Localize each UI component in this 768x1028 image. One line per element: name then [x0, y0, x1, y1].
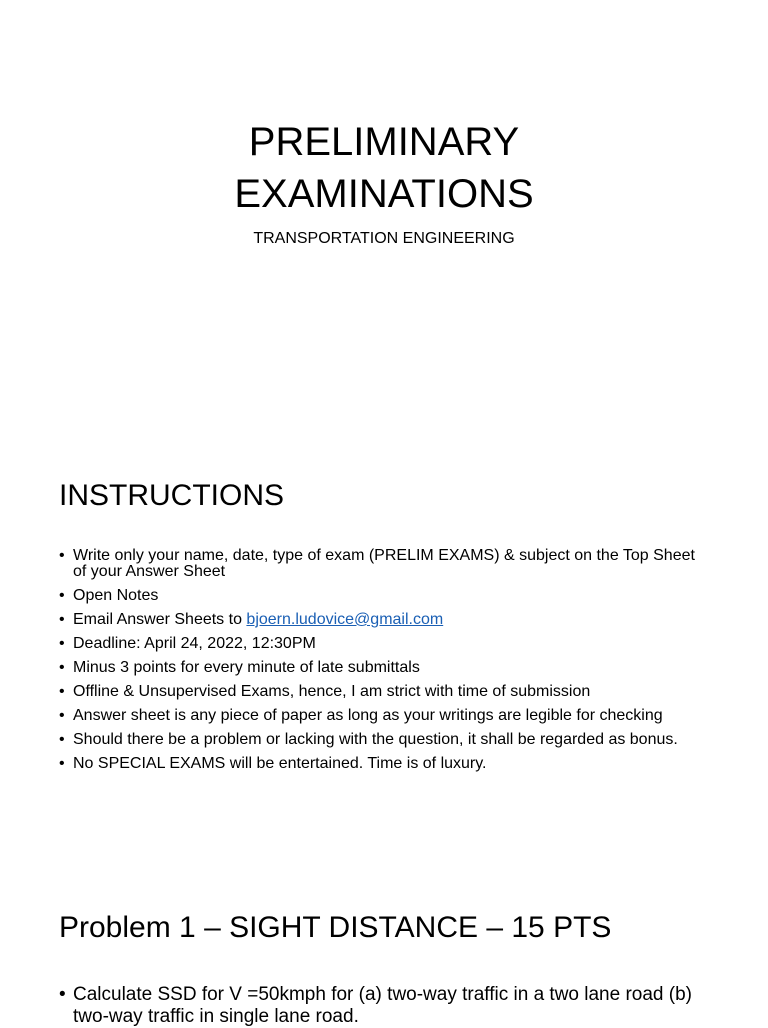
title-line-2: EXAMINATIONS	[234, 172, 534, 216]
instruction-item-email	[59, 612, 709, 628]
instruction-item: • Minus 3 points for every minute of late submittals	[59, 660, 709, 676]
instructions-heading: INSTRUCTIONS	[59, 479, 284, 512]
instruction-item: • Answer sheet is any piece of paper as long as your writings are legible for checking	[59, 708, 709, 724]
page-title	[0, 116, 768, 220]
problem-1-heading: Problem 1 – SIGHT DISTANCE – 15 PTS	[59, 911, 612, 944]
title-line-1: PRELIMINARY	[248, 120, 520, 164]
problem-item: • Calculate SSD for V =50kmph for (a) two-way traffic in a two lane road (b) two-way traffic in single lane road.	[59, 984, 719, 1028]
problem-1-list	[59, 984, 719, 1028]
instruction-item: • Write only your name, date, type of exam (PRELIM EXAMS) & subject on the Top Sheet of your Answer Sheet	[59, 548, 709, 580]
title-slide	[0, 0, 768, 440]
email-link[interactable]: bjoern.ludovice@gmail.com	[246, 611, 444, 628]
instruction-item: • Deadline: April 24, 2022, 12:30PM	[59, 636, 709, 652]
instruction-item: • Open Notes	[59, 588, 709, 604]
instruction-item: • Should there be a problem or lacking with the question, it shall be regarded as bonus.	[59, 732, 709, 748]
instruction-item: • No SPECIAL EXAMS will be entertained. Time is of luxury.	[59, 756, 709, 772]
instructions-list	[59, 548, 709, 780]
instruction-email-prefix: Email Answer Sheets to	[73, 611, 247, 628]
instruction-item: • Offline & Unsupervised Exams, hence, I am strict with time of submission	[59, 684, 709, 700]
subtitle: TRANSPORTATION ENGINEERING	[253, 230, 515, 247]
